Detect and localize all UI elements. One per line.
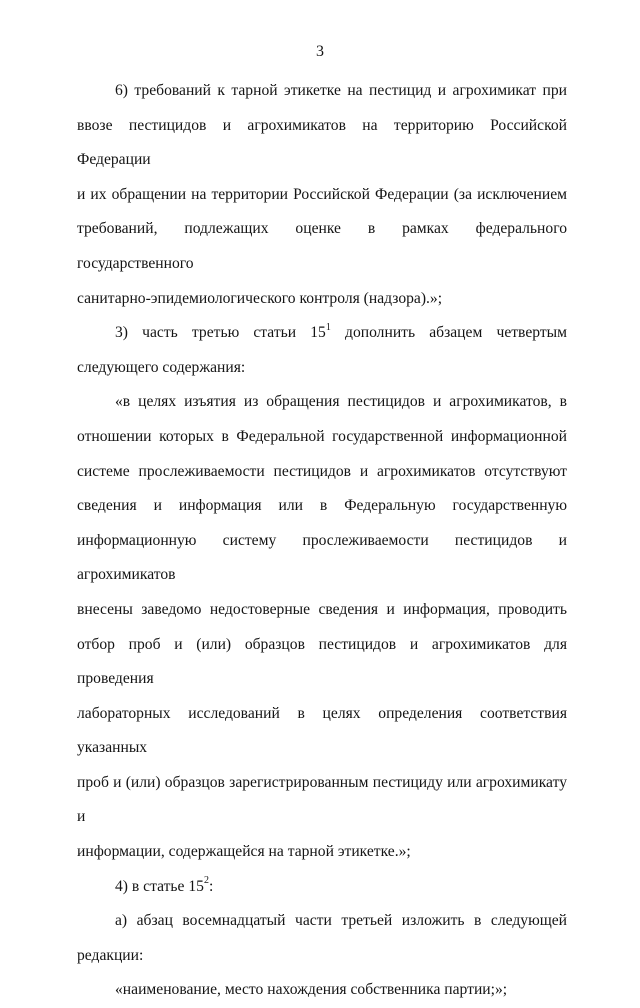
page-number: 3 — [316, 43, 324, 60]
text-fragment: : — [208, 877, 214, 895]
text-line: отношении которых в Федеральной государственной информационной — [77, 427, 567, 445]
text-line: системе прослеживаемости пестицидов и агрохимикатов отсутствуют — [77, 462, 567, 480]
paragraph-quote-owner — [77, 973, 567, 1008]
paragraph-item-4 — [77, 870, 567, 905]
text-line: «наименование, место нахождения собственника партии;»; — [115, 981, 508, 999]
superscript: 1 — [325, 321, 331, 333]
text-line: редакции: — [77, 946, 144, 964]
document-body — [77, 74, 567, 1008]
text-line — [77, 316, 567, 351]
text-line: проб и (или) образцов зарегистрированным пестициду или агрохимикату и — [77, 773, 567, 826]
text-line: лабораторных исследований в целях определения соответствия указанных — [77, 704, 567, 757]
paragraph-item-6 — [77, 74, 567, 316]
text-fragment: 3) часть третью статьи 15 — [115, 324, 326, 342]
text-line: сведения и информация или в Федеральную государственную — [77, 497, 567, 515]
paragraph-subitem-a — [77, 904, 567, 973]
text-line: информации, содержащейся на тарной этикетке.»; — [77, 843, 411, 861]
paragraph-item-3 — [77, 316, 567, 385]
text-line: отбор проб и (или) образцов пестицидов и агрохимикатов для проведения — [77, 635, 567, 688]
text-line: требований, подлежащих оценке в рамках федерального государственного — [77, 220, 567, 272]
text-line: внесены заведомо недостоверные сведения и информация, проводить — [77, 600, 567, 618]
superscript: 2 — [203, 875, 209, 887]
text-line: «в целях изъятия из обращения пестицидов и агрохимикатов, в — [115, 393, 567, 411]
text-line: а) абзац восемнадцатый части третьей изложить в следующей — [115, 912, 567, 930]
text-line: и их обращении на территории Российской Федерации (за исключением — [77, 185, 567, 203]
text-line: санитарно-эпидемиологического контроля (надзора).»; — [77, 289, 443, 307]
text-line: ввозе пестицидов и агрохимикатов на территорию Российской Федерации — [77, 116, 567, 169]
text-line: следующего содержания: — [77, 358, 246, 376]
text-fragment: дополнить абзацем четвертым — [330, 324, 567, 342]
text-line: 6) требований к тарной этикетке на пестицид и агрохимикат при — [115, 82, 567, 99]
text-fragment: 4) в статье 15 — [115, 877, 204, 895]
paragraph-quote-abzac — [77, 385, 567, 869]
text-line — [77, 870, 567, 905]
text-line: информационную систему прослеживаемости пестицидов и агрохимикатов — [77, 531, 567, 584]
